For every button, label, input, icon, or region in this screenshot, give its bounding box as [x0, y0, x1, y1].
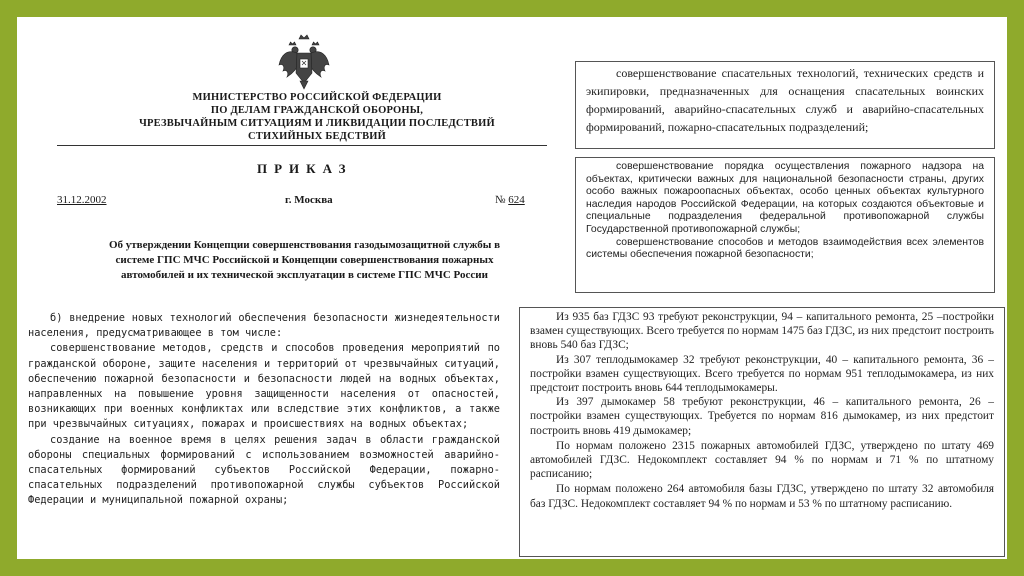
- excerpt-fire-supervision: [575, 157, 995, 293]
- excerpt-paragraph: создание на военное время в целях решения задач в области гражданской обороны специальных формирований с использованием возможностей аварийно-спасательных формирований субъектов Российской Федерации, пожарно-спасательных подразделений противопожарной службы субъектов Российской Федерации и муниципальной пожарной охраны;: [28, 433, 500, 507]
- order-title: [57, 238, 552, 283]
- excerpt-paragraph: Из 935 баз ГДЗС 93 требуют реконструкции, 94 – капитального ремонта, 25 –постройки взамен существующих. Всего требуется по нормам 1475 баз ГДЗС, из них предстоит построить вновь 540 баз ГДЗС;: [530, 311, 994, 352]
- ministry-line: ЧРЕЗВЫЧАЙНЫМ СИТУАЦИЯМ И ЛИКВИДАЦИИ ПОСЛЕДСТВИЙ: [139, 118, 495, 129]
- excerpt-paragraph: совершенствование методов, средств и способов проведения мероприятий по гражданской обороне, защите населения и территорий от чрезвычайных ситуаций, обеспечению пожарной безопасности и безопасности людей на водных объектах, направленных на повышение уровня защищенности населения от опасностей, возникающих при военных конфликтах или вследствие этих конфликтов, а также при чрезвычайных ситуациях, пожарах и происшествиях на водных объектах;: [28, 342, 500, 431]
- excerpt-paragraph: совершенствование порядка осуществления пожарного надзора на объектах, критически важных для национальной безопасности страны, других особо важных пожароопасных объектах, особо ценных объектах культурного наследия народов Российской Федерации, на которых создаются объектовые и специальные подразделения федеральной противопожарной службы Государственной противопожарной службы;: [586, 161, 984, 235]
- number-value: 624: [508, 194, 525, 206]
- slide: [17, 17, 1007, 559]
- excerpt-paragraph: Из 397 дымокамер 58 требуют реконструкции, 46 – капитального ремонта, 26 – постройки взамен существующих. Требуется по нормам 816 дымокамер, из них предстоит построить вновь 419 дымокамер;: [530, 396, 994, 437]
- ministry-name: [117, 91, 517, 143]
- order-number: [495, 194, 525, 206]
- ministry-line: МИНИСТЕРСТВО РОССИЙСКОЙ ФЕДЕРАЦИИ: [192, 92, 442, 103]
- excerpt-paragraph: совершенствование способов и методов взаимодействия всех элементов системы обеспечения пожарной безопасности;: [586, 236, 984, 261]
- title-line: системе ГПС МЧС Российской и Концепции совершенствования пожарных: [115, 254, 494, 266]
- excerpt-paragraph: По нормам положено 264 автомобиля базы ГДЗС, утверждено по штату 32 автомобиля баз ГДЗС. Недокомплект составляет 94 % по нормам и 53 % по штатному расписанию.: [530, 483, 994, 510]
- ministry-line: ПО ДЕЛАМ ГРАЖДАНСКОЙ ОБОРОНЫ,: [210, 105, 424, 116]
- document-heading: ПРИКАЗ: [257, 161, 353, 176]
- excerpt-paragraph: б) внедрение новых технологий обеспечения безопасности жизнедеятельности населения, предусматривающее в том числе:: [28, 312, 500, 340]
- excerpt-rescue-technologies: [575, 61, 995, 149]
- order-header: [37, 33, 557, 303]
- number-sign: №: [495, 194, 506, 206]
- excerpt-paragraph: По нормам положено 2315 пожарных автомобилей ГДЗС, утверждено по штату 469 автомобилей ГДЗС. Недокомплект составляет 94 % по нормам и 71 % по штатному расписанию;: [530, 439, 994, 481]
- excerpt-new-technologies: [20, 309, 508, 556]
- coat-of-arms-icon: [275, 33, 333, 91]
- order-city: г. Москва: [285, 194, 333, 206]
- excerpt-paragraph: Из 307 теплодымокамер 32 требуют реконструкции, 40 – капитального ремонта, 36 – постройки взамен существующих. Всего требуется по нормам 951 теплодымокамера, из них предстоит построить вновь 644 теплодымокамеры.: [530, 353, 994, 395]
- divider: [57, 145, 547, 146]
- excerpt-paragraph: совершенствование спасательных технологий, технических средств и экипировки, предназначенных для оснащения спасательных воинских формирований, аварийно-спасательных служб и аварийно-спасательных формирований, пожарно-спасательных подразделений;: [586, 66, 984, 134]
- ministry-line: СТИХИЙНЫХ БЕДСТВИЙ: [247, 131, 387, 142]
- excerpt-gdzs-statistics: [519, 307, 1005, 557]
- title-line: автомобилей и их технической эксплуатации в системе ГПС МЧС России: [121, 269, 488, 281]
- title-line: Об утверждении Концепции совершенствования газодымозащитной службы в: [108, 239, 501, 251]
- order-date: 31.12.2002: [57, 194, 107, 206]
